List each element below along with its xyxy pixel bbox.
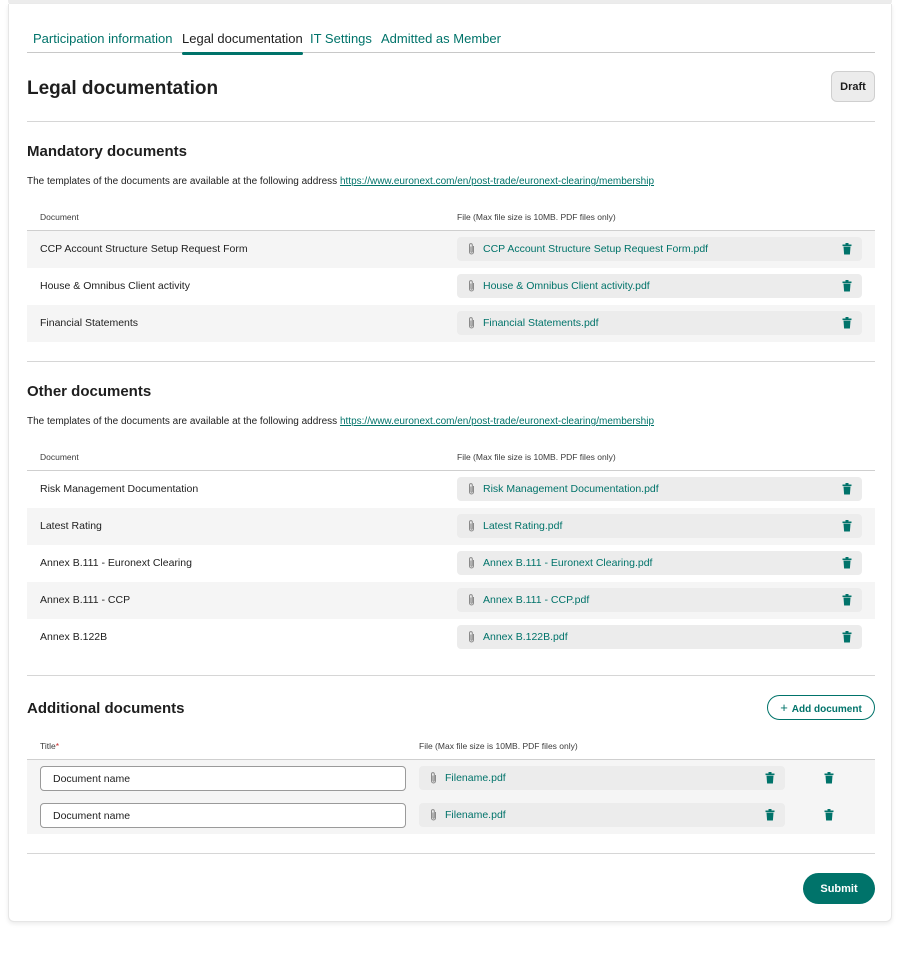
paperclip-icon	[467, 556, 476, 570]
file-chip[interactable]	[419, 766, 785, 790]
delete-row-trash-icon[interactable]	[824, 809, 834, 821]
templates-text: The templates of the documents are available at the following address	[27, 176, 338, 187]
tab-bar	[27, 26, 875, 53]
mandatory-documents-title: Mandatory documents	[27, 143, 188, 160]
file-chip[interactable]	[457, 625, 862, 649]
file-chip[interactable]	[457, 237, 862, 261]
mandatory-row-ccp-account-structure	[27, 231, 875, 268]
other-row-latest-rating	[27, 508, 875, 545]
col-header-file: File (Max file size is 10MB. PDF files only)	[457, 212, 616, 222]
paperclip-icon	[467, 242, 476, 256]
trash-icon[interactable]	[842, 483, 852, 495]
document-label: Latest Rating	[40, 520, 102, 532]
other-row-annex-b122b	[27, 619, 875, 656]
title-header-text: Title	[40, 741, 56, 751]
tab-it-settings[interactable]: IT Settings	[310, 31, 372, 46]
col-header-document: Document	[40, 212, 79, 222]
document-label: Annex B.111 - Euronext Clearing	[40, 557, 192, 569]
file-name: Filename.pdf	[445, 809, 506, 821]
file-chip[interactable]	[457, 588, 862, 612]
divider	[27, 675, 875, 676]
paperclip-icon	[429, 771, 438, 785]
document-label: Annex B.111 - CCP	[40, 594, 131, 606]
file-chip[interactable]	[457, 514, 862, 538]
paperclip-icon	[467, 593, 476, 607]
col-header-file: File (Max file size is 10MB. PDF files only)	[419, 741, 578, 751]
trash-icon[interactable]	[842, 631, 852, 643]
paperclip-icon	[467, 519, 476, 533]
file-chip[interactable]	[457, 477, 862, 501]
file-chip[interactable]	[419, 803, 785, 827]
required-mark: *	[55, 741, 60, 751]
tab-admitted-as-member[interactable]: Admitted as Member	[381, 31, 501, 46]
templates-text: The templates of the documents are available at the following address	[27, 416, 338, 427]
file-name: Financial Statements.pdf	[483, 317, 599, 329]
file-name: CCP Account Structure Setup Request Form.pdf	[483, 243, 709, 255]
file-name: Annex B.122B.pdf	[483, 631, 568, 643]
trash-icon[interactable]	[765, 772, 775, 784]
tab-legal-documentation[interactable]: Legal documentation	[182, 31, 303, 46]
additional-row	[27, 797, 875, 834]
trash-icon[interactable]	[842, 243, 852, 255]
templates-link[interactable]: https://www.euronext.com/en/post-trade/euronext-clearing/membership	[339, 176, 655, 187]
delete-row-trash-icon[interactable]	[824, 772, 834, 784]
file-chip[interactable]	[457, 274, 862, 298]
plus-icon: +	[780, 700, 788, 715]
divider	[27, 121, 875, 122]
document-label: Financial Statements	[40, 317, 139, 329]
trash-icon[interactable]	[842, 317, 852, 329]
trash-icon[interactable]	[842, 280, 852, 292]
col-header-file: File (Max file size is 10MB. PDF files only)	[457, 452, 616, 462]
submit-button[interactable]: Submit	[803, 873, 875, 904]
tab-participation-information[interactable]: Participation information	[33, 31, 173, 46]
other-row-risk-management	[27, 471, 875, 508]
file-chip[interactable]	[457, 551, 862, 575]
file-name: House & Omnibus Client activity.pdf	[483, 280, 650, 292]
paperclip-icon	[429, 808, 438, 822]
mandatory-row-financial-statements	[27, 305, 875, 342]
file-name: Filename.pdf	[445, 772, 506, 784]
add-document-label: Add document	[791, 704, 862, 715]
file-name: Risk Management Documentation.pdf	[483, 483, 659, 495]
file-name: Annex B.111 - Euronext Clearing.pdf	[483, 557, 653, 569]
document-label: Risk Management Documentation	[40, 483, 199, 495]
file-name: Annex B.111 - CCP.pdf	[483, 594, 590, 606]
draft-button[interactable]: Draft	[831, 71, 875, 102]
other-row-annex-b111-euronext	[27, 545, 875, 582]
trash-icon[interactable]	[842, 557, 852, 569]
page-title: Legal documentation	[27, 78, 219, 99]
additional-row	[27, 760, 875, 797]
other-templates-note	[27, 416, 654, 427]
divider	[27, 361, 875, 362]
document-label: House & Omnibus Client activity	[40, 280, 190, 292]
document-name-input[interactable]	[40, 803, 406, 828]
trash-icon[interactable]	[842, 520, 852, 532]
document-label: Annex B.122B	[40, 631, 108, 643]
trash-icon[interactable]	[765, 809, 775, 821]
mandatory-templates-note	[27, 176, 654, 187]
col-header-title	[40, 741, 59, 751]
add-document-button[interactable]	[767, 695, 875, 720]
other-row-annex-b111-ccp	[27, 582, 875, 619]
document-label: CCP Account Structure Setup Request Form	[40, 243, 248, 255]
divider	[27, 853, 875, 854]
other-documents-title: Other documents	[27, 383, 152, 400]
document-name-input[interactable]	[40, 766, 406, 791]
legal-documentation-card	[8, 4, 892, 922]
paperclip-icon	[467, 279, 476, 293]
paperclip-icon	[467, 482, 476, 496]
mandatory-row-house-omnibus	[27, 268, 875, 305]
file-name: Latest Rating.pdf	[483, 520, 563, 532]
file-chip[interactable]	[457, 311, 862, 335]
trash-icon[interactable]	[842, 594, 852, 606]
paperclip-icon	[467, 316, 476, 330]
paperclip-icon	[467, 630, 476, 644]
col-header-document: Document	[40, 452, 79, 462]
templates-link[interactable]: https://www.euronext.com/en/post-trade/euronext-clearing/membership	[339, 416, 655, 427]
additional-documents-title: Additional documents	[27, 700, 185, 717]
